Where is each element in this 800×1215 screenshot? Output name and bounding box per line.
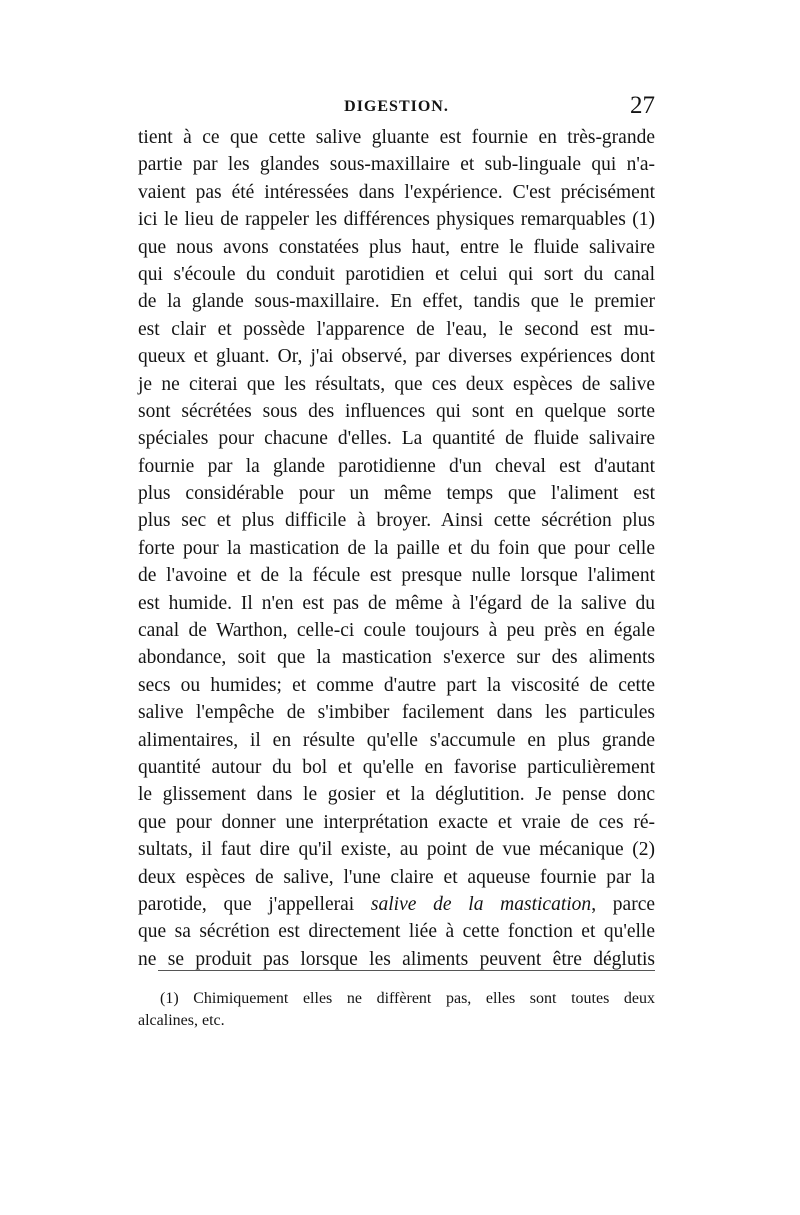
text-line: partie par les glandes sous-maxillaire et sub-linguale qui n'a- xyxy=(138,154,655,176)
text-line: alimentaires, il en résulte qu'elle s'accumule en plus grande xyxy=(138,729,655,751)
text-line: je ne citerai que les résultats, que ces deux espèces de salive xyxy=(138,373,655,395)
text-line: tient à ce que cette salive gluante est fournie en très-grande xyxy=(138,127,655,148)
text-line-with-emphasis xyxy=(138,891,655,918)
text-line: quantité autour du bol et qu'elle en favorise particulièrement xyxy=(138,756,655,778)
text-line: que sa sécrétion est directement liée à cette fonction et qu'elle xyxy=(138,921,655,943)
running-title: DIGESTION. xyxy=(344,98,449,115)
text-line: sultats, il faut dire qu'il existe, au point de vue mécanique (2) xyxy=(138,839,655,861)
text-line: forte pour la mastication de la paille et du foin que pour celle xyxy=(138,537,655,559)
text-line: est humide. Il n'en est pas de même à l'égard de la salive du xyxy=(138,592,655,614)
text-line: le glissement dans le gosier et la déglutition. Je pense donc xyxy=(138,784,655,806)
text-line: est clair et possède l'apparence de l'eau, le second est mu- xyxy=(138,318,655,340)
italic-term: salive de la mastication xyxy=(370,893,592,915)
text-line: deux espèces de salive, l'une claire et aqueuse fournie par la xyxy=(138,866,655,888)
text-line: queux et gluant. Or, j'ai observé, par diverses expériences dont xyxy=(138,346,655,368)
text-line: salive l'empêche de s'imbiber facilement dans les particules xyxy=(138,702,655,724)
running-head xyxy=(138,92,655,126)
text-line: ici le lieu de rappeler les différences physiques remarquables (1) xyxy=(138,209,655,231)
footnote-line: alcalines, etc. xyxy=(138,1012,225,1029)
text-line: secs ou humides; et comme d'autre part la viscosité de cette xyxy=(138,674,655,696)
body-text xyxy=(138,124,655,973)
text-line: abondance, soit que la mastication s'exerce sur des aliments xyxy=(138,647,655,669)
text-line: que nous avons constatées plus haut, entre le fluide salivaire xyxy=(138,236,655,258)
text-line: sont sécrétées sous des influences qui sont en quelque sorte xyxy=(138,400,655,422)
text-line: de l'avoine et de la fécule est presque nulle lorsque l'aliment xyxy=(138,565,655,587)
text-line: que pour donner une interprétation exacte et vraie de ces ré- xyxy=(138,811,655,833)
text-line: spéciales pour chacune d'elles. La quantité de fluide salivaire xyxy=(138,428,655,450)
footnote xyxy=(138,988,655,1032)
text-line: vaient pas été intéressées dans l'expérience. C'est précisément xyxy=(138,181,655,203)
footnote-rule xyxy=(158,970,655,971)
text-line: plus considérable pour un même temps que l'aliment est xyxy=(138,483,655,505)
footnote-line: (1) Chimiquement elles ne diffèrent pas, elles sont toutes deux xyxy=(160,990,655,1007)
text-line: plus sec et plus difficile à broyer. Ainsi cette sécrétion plus xyxy=(138,510,655,532)
text-line: qui s'écoule du conduit parotidien et celui qui sort du canal xyxy=(138,263,655,285)
text-line: canal de Warthon, celle-ci coule toujours à peu près en égale xyxy=(138,620,655,642)
text-fragment: , parce xyxy=(591,893,656,915)
text-fragment: parotide, que j'appellerai xyxy=(138,893,371,915)
text-line: fournie par la glande parotidienne d'un cheval est d'autant xyxy=(138,455,655,477)
text-line: de la glande sous-maxillaire. En effet, tandis que le premier xyxy=(138,291,655,313)
text-line: ne se produit pas lorsque les aliments peuvent être déglutis xyxy=(138,948,655,970)
page-number: 27 xyxy=(630,92,655,119)
